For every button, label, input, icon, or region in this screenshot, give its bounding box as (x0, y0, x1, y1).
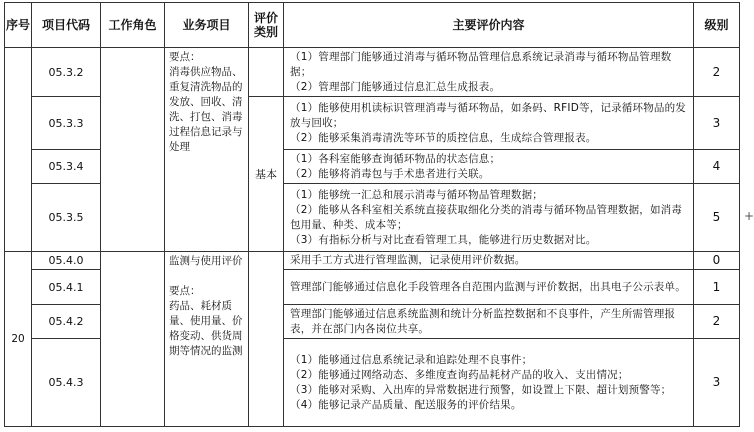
business-text: 要点： 药品、耗材质量、使用量、价格变动、供货周期等情况的监测 (169, 285, 243, 357)
content-line: （2）能够采集消毒清洗等环节的质控信息，生成综合管理报表。 (290, 131, 597, 144)
table-row (5, 48, 740, 97)
level-cell: 1 (694, 270, 740, 305)
content-cell (284, 184, 694, 252)
level-cell: 5 (694, 184, 740, 252)
category-cell: 基本 (249, 97, 284, 252)
role-cell (101, 252, 165, 427)
content-line: （2）能够通过网络动态、多维度查询药品耗材产品的收入、支出情况； (290, 368, 629, 381)
business-cell (165, 48, 249, 252)
content-cell (284, 270, 694, 305)
item-code: 05.3.2 (32, 48, 101, 97)
content-line: （1）能够统一汇总和展示消毒与循环物品管理数据； (290, 188, 543, 201)
header-seq: 序号 (5, 3, 32, 48)
business-text: 要点： 消毒供应物品、重复清洗物品的发放、回收、清洗、打包、消毒过程信息记录与处理 (169, 51, 243, 153)
content-line: （1）能够使用机读标识管理消毒与循环物品，如条码、RFID等，记录循环物品的发放与回收； (290, 101, 686, 129)
role-cell (101, 48, 165, 252)
content-line: （3）有指标分析与对比查看管理工具，能够进行历史数据对比。 (290, 233, 597, 246)
level-cell: 3 (694, 97, 740, 150)
header-content: 主要评价内容 (284, 3, 694, 48)
header-business: 业务项目 (165, 3, 249, 48)
seq-cell (5, 48, 32, 252)
content-cell (284, 305, 694, 339)
item-code: 05.4.1 (32, 270, 101, 305)
level-cell: 2 (694, 305, 740, 339)
table-resize-handle-icon[interactable]: + (744, 209, 754, 223)
level-cell: 2 (694, 48, 740, 97)
header-row (5, 3, 740, 48)
item-code: 05.3.5 (32, 184, 101, 252)
item-code: 05.3.3 (32, 97, 101, 150)
header-role: 工作角色 (101, 3, 165, 48)
content-line: （1）各科室能够查询循环物品的状态信息； (290, 152, 501, 165)
business-title: 监测与使用评价 (169, 255, 243, 267)
header-level: 级别 (694, 3, 740, 48)
content-line: （2）能够从各科室相关系统直接获取细化分类的消毒与循环物品管理数据，如消毒包用量、种类、成本等； (290, 203, 683, 231)
content-line: （3）能够对采购、入出库的异常数据进行预警，如设置上下限、超计划预警等； (290, 383, 672, 396)
content-line: 管理部门能够通过信息化手段管理各自范围内监测与评价数据，出具电子公示表单。 (290, 280, 686, 293)
level-cell: 4 (694, 150, 740, 184)
business-spacer (169, 269, 246, 284)
content-line: （2）管理部门能够通过信息汇总生成报表。 (290, 80, 501, 93)
header-category: 评价类别 (249, 3, 284, 48)
table-row (5, 252, 740, 270)
item-code: 05.4.0 (32, 252, 101, 270)
category-cell (249, 48, 284, 97)
content-cell (284, 339, 694, 427)
item-code: 05.4.2 (32, 305, 101, 339)
level-cell: 0 (694, 252, 740, 270)
category-cell (249, 252, 284, 427)
content-line: 采用手工方式进行管理监测，记录使用评价数据。 (290, 254, 526, 266)
content-cell (284, 150, 694, 184)
seq-cell: 20 (5, 252, 32, 427)
content-cell (284, 48, 694, 97)
content-line: （1）管理部门能够通过消毒与循环物品管理信息系统记录消毒与循环物品管理数据； (290, 50, 672, 78)
content-cell (284, 252, 694, 270)
content-line: （4）能够记录产品质量、配送服务的评价结果。 (290, 398, 522, 411)
content-line: 管理部门能够通过信息系统监测和统计分析监控数据和不良事件，产生所需管理报表，并在部门内各岗位共享。 (290, 307, 676, 335)
content-line: （1）能够通过信息系统记录和追踪处理不良事件； (290, 353, 533, 366)
item-code: 05.3.4 (32, 150, 101, 184)
header-code: 项目代码 (32, 3, 101, 48)
level-cell: 3 (694, 339, 740, 427)
evaluation-table (4, 2, 740, 427)
content-line: （2）能够将消毒包与手术患者进行关联。 (290, 167, 490, 180)
business-cell (165, 252, 249, 427)
content-cell (284, 97, 694, 150)
item-code: 05.4.3 (32, 339, 101, 427)
